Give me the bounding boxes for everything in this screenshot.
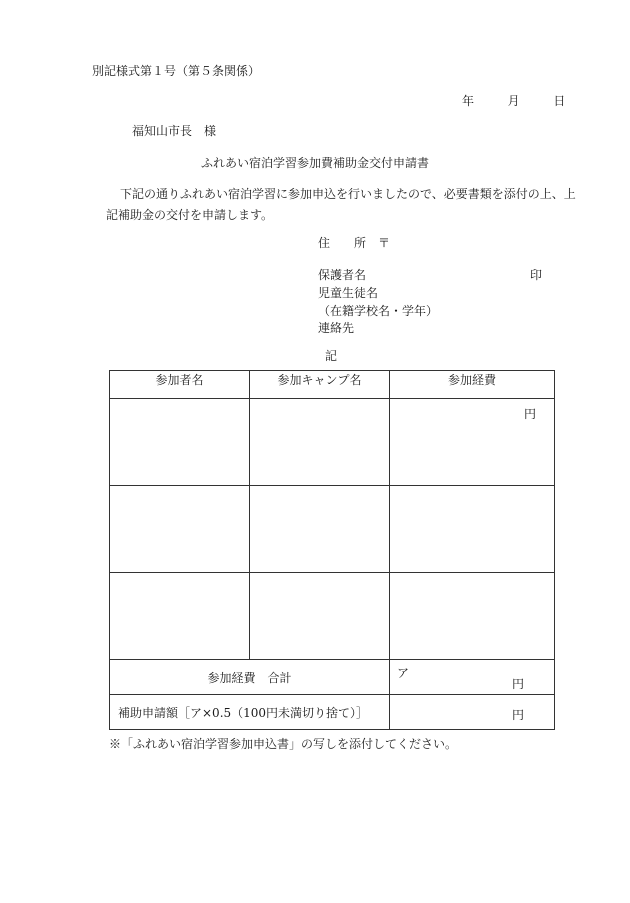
- camp-name-cell[interactable]: [250, 573, 390, 660]
- total-label: 参加経費 合計: [110, 660, 390, 695]
- camp-name-cell[interactable]: [250, 486, 390, 573]
- yen-unit: 円: [511, 708, 524, 722]
- addressee: 福知山市長 様: [132, 124, 217, 138]
- attachment-note: ※「ふれあい宿泊学習参加申込書」の写しを添付してください。: [109, 737, 458, 751]
- school-grade-label: （在籍学校名・学年）: [318, 304, 439, 318]
- expense-cell[interactable]: [390, 573, 555, 660]
- date-month-label: 月: [507, 94, 520, 108]
- table-row: [110, 486, 555, 573]
- document-title: ふれあい宿泊学習参加費補助金交付申請書: [200, 156, 429, 170]
- body-text: 下記の通りふれあい宿泊学習に参加申込を行いましたので、必要書類を添付の上、上記補助金の交付を申請します。: [106, 187, 576, 222]
- table-row: [110, 573, 555, 660]
- expense-cell[interactable]: [390, 399, 555, 486]
- seal-mark: 印: [530, 268, 543, 282]
- total-cell[interactable]: [390, 660, 555, 695]
- request-label: 補助申請額［ア×0.5（100円未満切り捨て）］: [110, 695, 390, 730]
- header-expense: 参加経費: [390, 371, 555, 399]
- date-day-label: 日: [553, 94, 566, 108]
- table-header-row: [110, 371, 555, 399]
- header-participant-name: 参加者名: [110, 371, 250, 399]
- contact-label: 連絡先: [318, 321, 355, 335]
- request-cell[interactable]: [390, 695, 555, 730]
- participant-name-cell[interactable]: [110, 399, 250, 486]
- participant-name-cell[interactable]: [110, 486, 250, 573]
- table-row: [110, 399, 555, 486]
- student-name-label: 児童生徒名: [318, 286, 379, 300]
- date-year-label: 年: [462, 94, 475, 108]
- date-line: [462, 94, 565, 108]
- total-row: [110, 660, 555, 695]
- expense-cell[interactable]: [390, 486, 555, 573]
- guardian-name-label: 保護者名: [318, 268, 367, 282]
- request-row: [110, 695, 555, 730]
- address-label: 住 所 〒: [318, 236, 391, 250]
- form-number: 別記様式第１号（第５条関係）: [92, 64, 261, 78]
- ki-heading: 記: [325, 349, 338, 363]
- header-camp-name: 参加キャンプ名: [250, 371, 390, 399]
- total-mark: ア: [397, 666, 410, 680]
- participant-name-cell[interactable]: [110, 573, 250, 660]
- expense-table: [109, 370, 555, 730]
- yen-unit: 円: [511, 677, 524, 691]
- yen-unit: 円: [523, 407, 536, 421]
- camp-name-cell[interactable]: [250, 399, 390, 486]
